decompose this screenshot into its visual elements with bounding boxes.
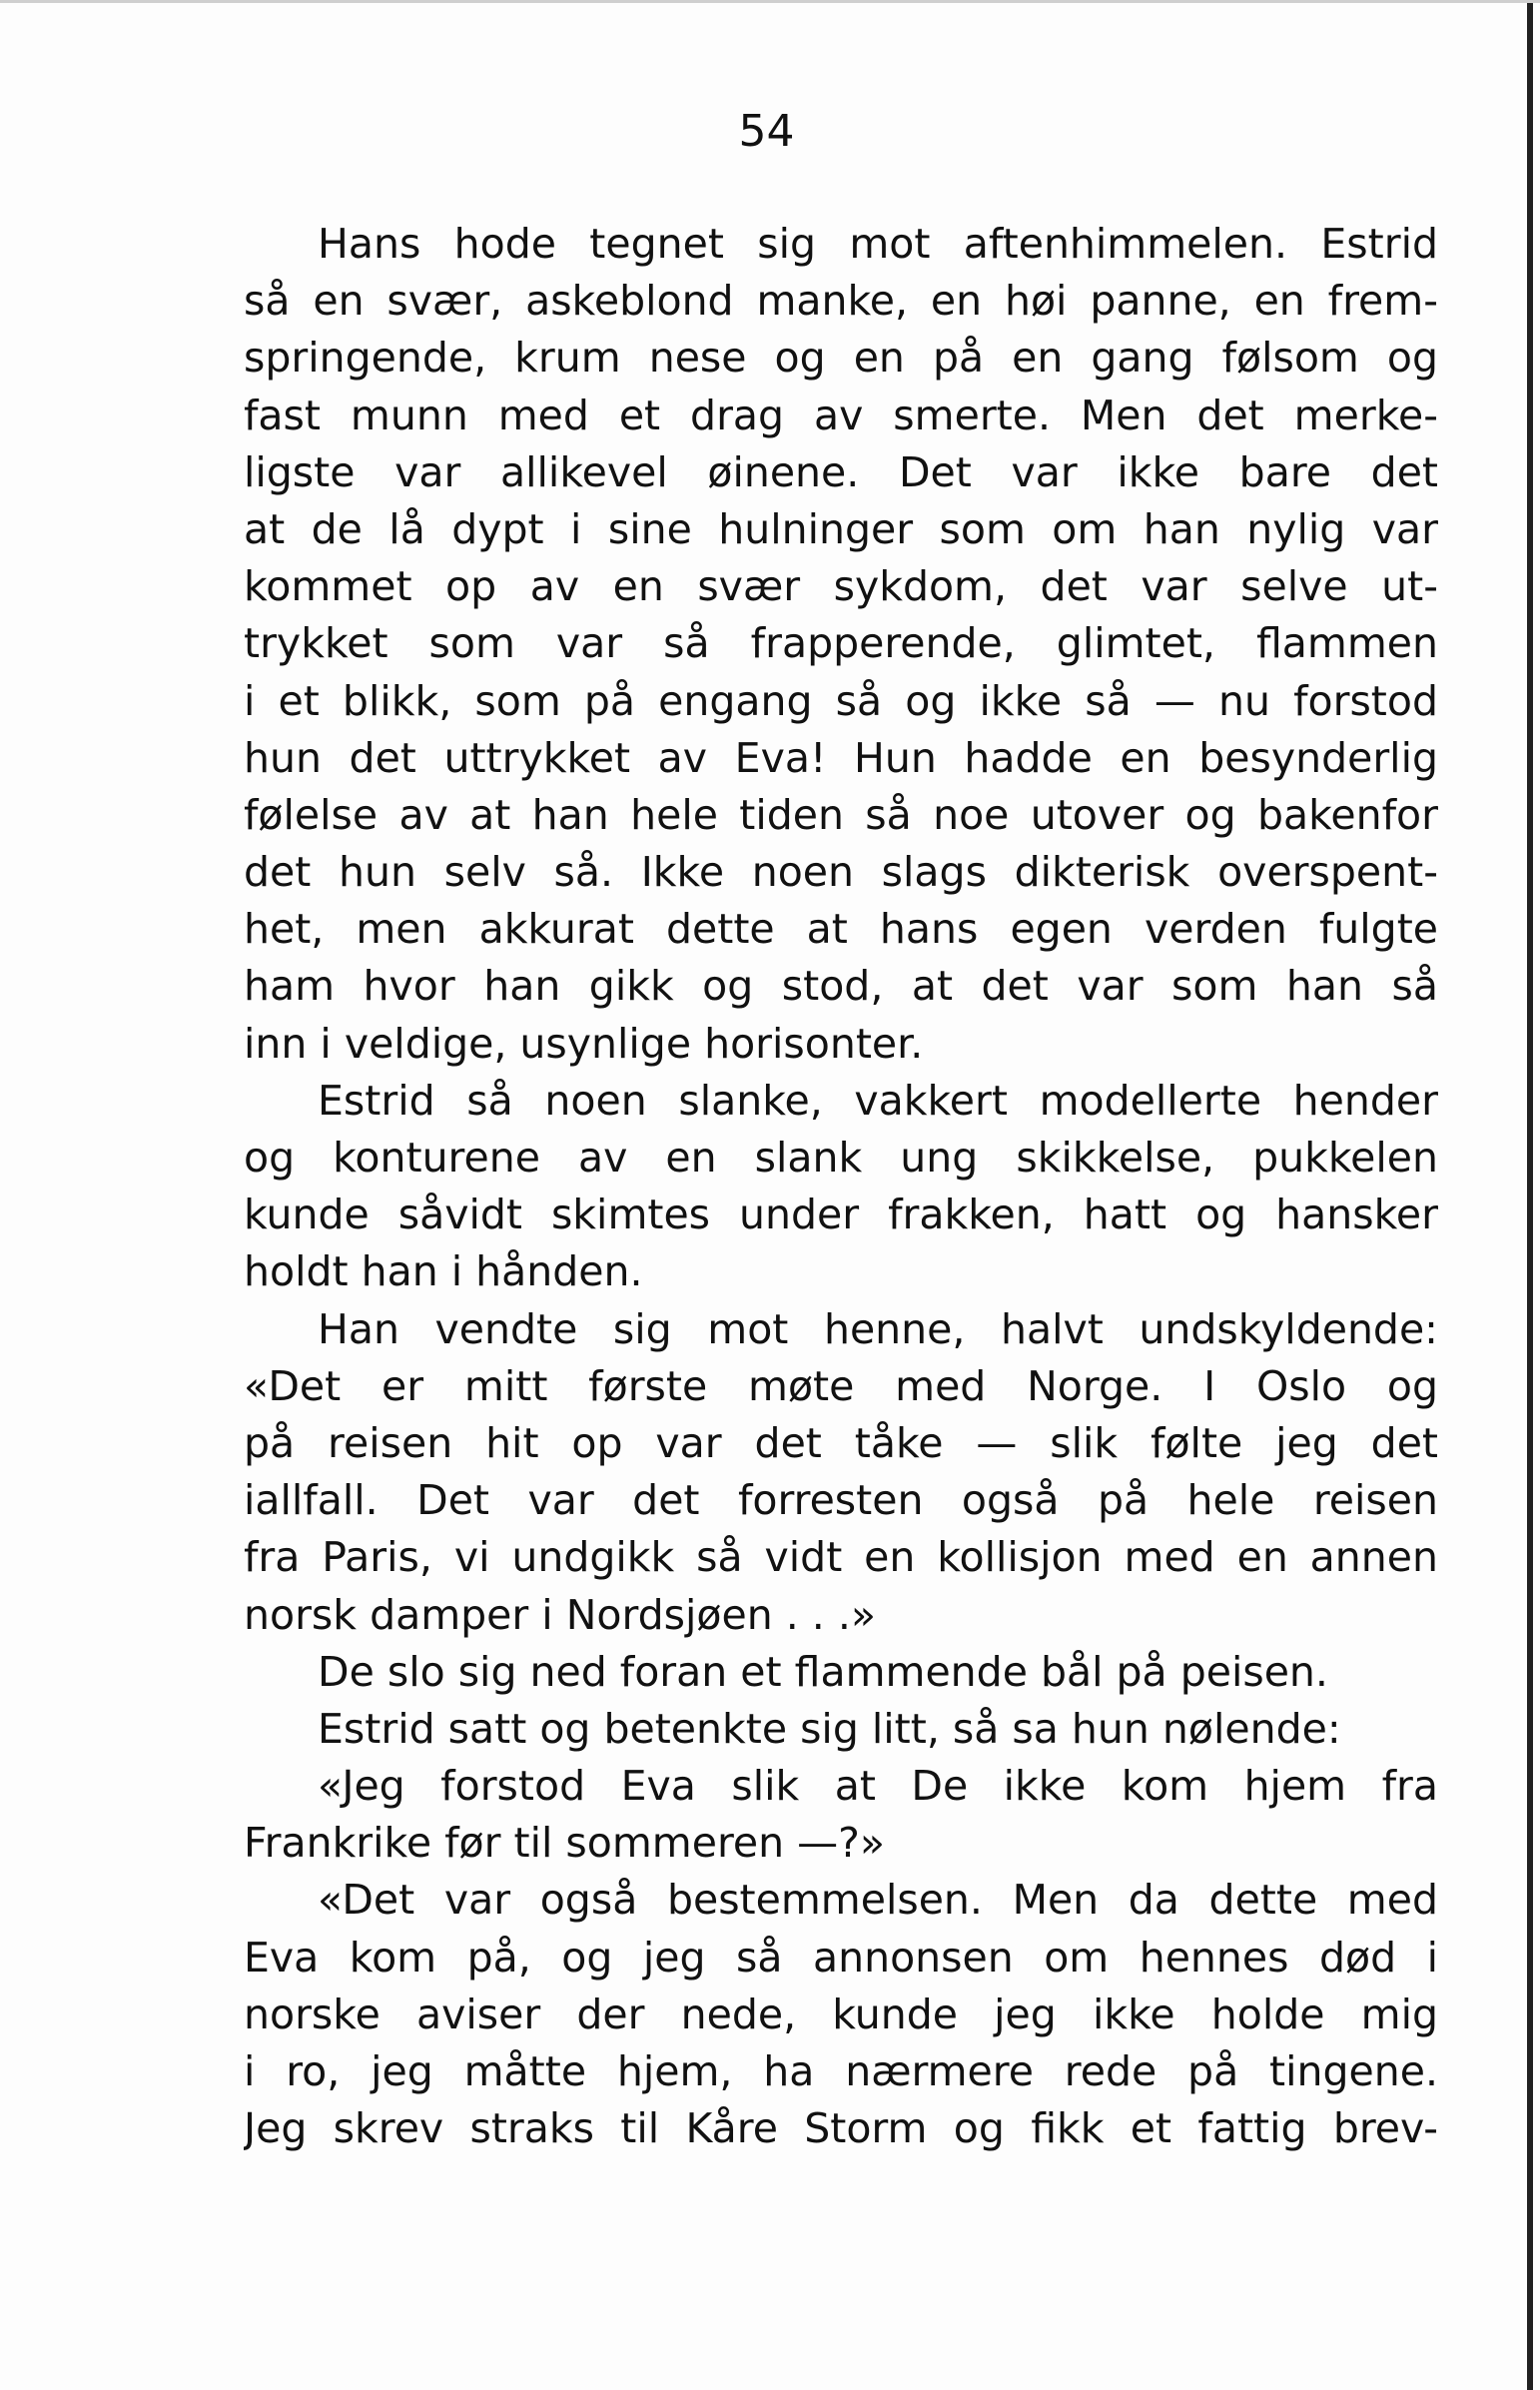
page-number: 54: [738, 106, 795, 157]
text-line: Estrid satt og betenkte sig litt, så sa hun nølende:: [318, 1704, 1341, 1753]
text-line: kommet op av en svær sykdom, det var selve ut-: [244, 562, 1438, 611]
text-line: det hun selv så. Ikke noen slags dikterisk overspent-: [244, 848, 1438, 897]
page-top-edge: [0, 0, 1540, 3]
text-line: holdt han i hånden.: [244, 1247, 643, 1296]
text-line: springende, krum nese og en på en gang følsom og: [244, 334, 1438, 383]
text-line: i ro, jeg måtte hjem, ha nærmere rede på tingene.: [244, 2047, 1438, 2095]
text-line: i et blikk, som på engang så og ikke så — nu forstod: [244, 676, 1438, 725]
text-line: Eva kom på, og jeg så annonsen om hennes død i: [244, 1933, 1438, 1982]
text-line: Han vendte sig mot henne, halvt undskyldende:: [318, 1304, 1438, 1353]
text-line: på reisen hit op var det tåke — slik følte jeg det: [244, 1418, 1438, 1467]
text-line: følelse av at han hele tiden så noe utover og bakenfor: [244, 790, 1438, 839]
text-line: ligste var allikevel øinene. Det var ikke bare det: [244, 447, 1438, 496]
text-line: ham hvor han gikk og stod, at det var som han så: [244, 962, 1438, 1011]
text-line: Frankrike før til sommeren —?»: [244, 1819, 885, 1868]
body-text: [244, 216, 1438, 2157]
text-line: så en svær, askeblond manke, en høi panne, en frem-: [244, 277, 1438, 326]
text-line: fast munn med et drag av smerte. Men det merke-: [244, 391, 1438, 439]
text-line: het, men akkurat dette at hans egen verden fulgte: [244, 905, 1438, 954]
text-line: Hans hode tegnet sig mot aftenhimmelen. Estrid: [318, 220, 1438, 268]
text-line: norsk damper i Nordsjøen . . .»: [244, 1590, 876, 1639]
text-line: «Det var også bestemmelsen. Men da dette med: [318, 1876, 1438, 1925]
text-line: trykket som var så frapperende, glimtet, flammen: [244, 619, 1438, 668]
text-line: Estrid så noen slanke, vakkert modellerte hender: [318, 1076, 1438, 1125]
text-line: «Jeg forstod Eva slik at De ikke kom hjem fra: [318, 1762, 1438, 1811]
text-line: kunde såvidt skimtes under frakken, hatt og hansker: [244, 1191, 1438, 1239]
text-line: iallfall. Det var det forresten også på hele reisen: [244, 1476, 1438, 1525]
text-line: Jeg skrev straks til Kåre Storm og fikk et fattig brev-: [244, 2104, 1438, 2153]
text-line: fra Paris, vi undgikk så vidt en kollisjon med en annen: [244, 1533, 1438, 1582]
text-line: og konturene av en slank ung skikkelse, pukkelen: [244, 1134, 1438, 1182]
text-line: norske aviser der nede, kunde jeg ikke holde mig: [244, 1990, 1438, 2038]
text-line: «Det er mitt første møte med Norge. I Oslo og: [244, 1361, 1438, 1410]
text-line: De slo sig ned foran et flammende bål på peisen.: [318, 1647, 1328, 1696]
text-line: at de lå dypt i sine hulninger som om han nylig var: [244, 504, 1438, 553]
text-line: hun det uttrykket av Eva! Hun hadde en besynderlig: [244, 733, 1438, 782]
text-line: inn i veldige, usynlige horisonter.: [244, 1019, 924, 1068]
